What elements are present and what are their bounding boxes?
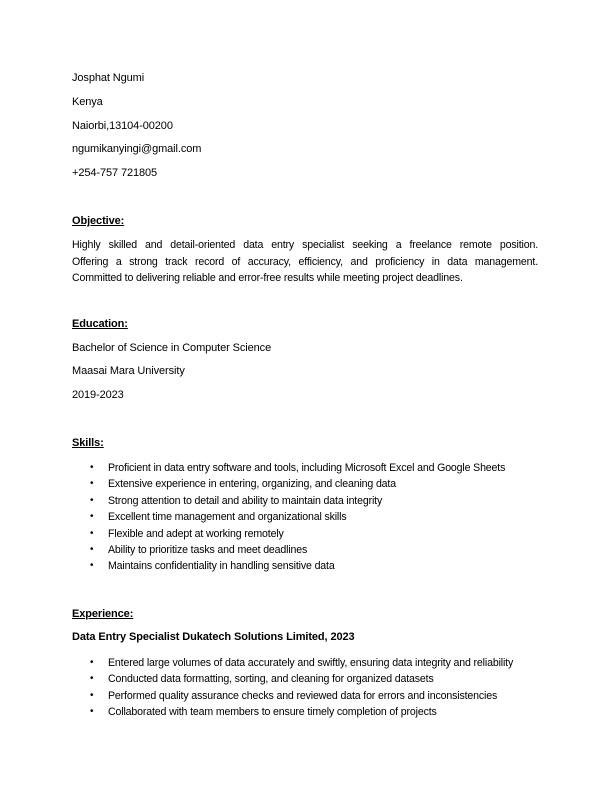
contact-name: Josphat Ngumi [72, 72, 145, 84]
experience-role: Data Entry Specialist Dukatech Solutions Limited, 2023 [72, 631, 355, 643]
bullet-icon: • [90, 527, 94, 539]
skills-list [72, 460, 505, 575]
experience-list [72, 655, 513, 721]
experience-heading: Experience: [72, 608, 134, 620]
contact-email: ngumikanyingi@gmail.com [72, 143, 202, 155]
objective-line: Offering a strong track record of accuracy, efficiency, and proficiency in data management. [72, 255, 538, 268]
bullet-icon: • [90, 494, 94, 506]
education-years: 2019-2023 [72, 389, 124, 401]
objective-paragraph [72, 237, 538, 287]
experience-list-item: • Collaborated with team members to ensure timely completion of projects [72, 704, 513, 720]
contact-country: Kenya [72, 96, 103, 108]
objective-heading: Objective: [72, 215, 125, 227]
skills-list-item: • Maintains confidentiality in handling sensitive data [72, 558, 505, 574]
skills-list-item: • Excellent time management and organizational skills [72, 509, 505, 525]
education-institution: Maasai Mara University [72, 365, 185, 377]
objective-line: Highly skilled and detail-oriented data entry specialist seeking a freelance remote position. [72, 239, 538, 251]
skills-list-item: • Strong attention to detail and ability to maintain data integrity [72, 493, 505, 509]
skills-list-item: • Flexible and adept at working remotely [72, 526, 505, 542]
objective-line: Committed to delivering reliable and error-free results while meeting project deadlines. [72, 272, 463, 284]
skills-list-item: • Ability to prioritize tasks and meet deadlines [72, 542, 505, 558]
bullet-icon: • [90, 673, 94, 685]
skills-list-item: • Extensive experience in entering, organizing, and cleaning data [72, 476, 505, 492]
skills-heading: Skills: [72, 437, 104, 449]
bullet-icon: • [90, 706, 94, 718]
contact-phone: +254-757 721805 [72, 167, 158, 179]
skills-list-item: • Proficient in data entry software and tools, including Microsoft Excel and Google Sheets [72, 460, 505, 476]
experience-list-item: • Conducted data formatting, sorting, and cleaning for organized datasets [72, 671, 513, 687]
contact-address: Naiorbi,13104-00200 [72, 120, 173, 132]
bullet-icon: • [90, 478, 94, 490]
bullet-icon: • [90, 560, 94, 572]
bullet-icon: • [90, 543, 94, 555]
bullet-icon: • [90, 511, 94, 523]
education-heading: Education: [72, 318, 128, 330]
bullet-icon: • [90, 689, 94, 701]
bullet-icon: • [90, 462, 94, 473]
education-degree: Bachelor of Science in Computer Science [72, 342, 272, 354]
experience-list-item: • Performed quality assurance checks and reviewed data for errors and inconsistencies [72, 688, 513, 704]
experience-list-item: • Entered large volumes of data accurately and swiftly, ensuring data integrity and reliability [72, 655, 513, 671]
bullet-icon: • [90, 657, 94, 668]
